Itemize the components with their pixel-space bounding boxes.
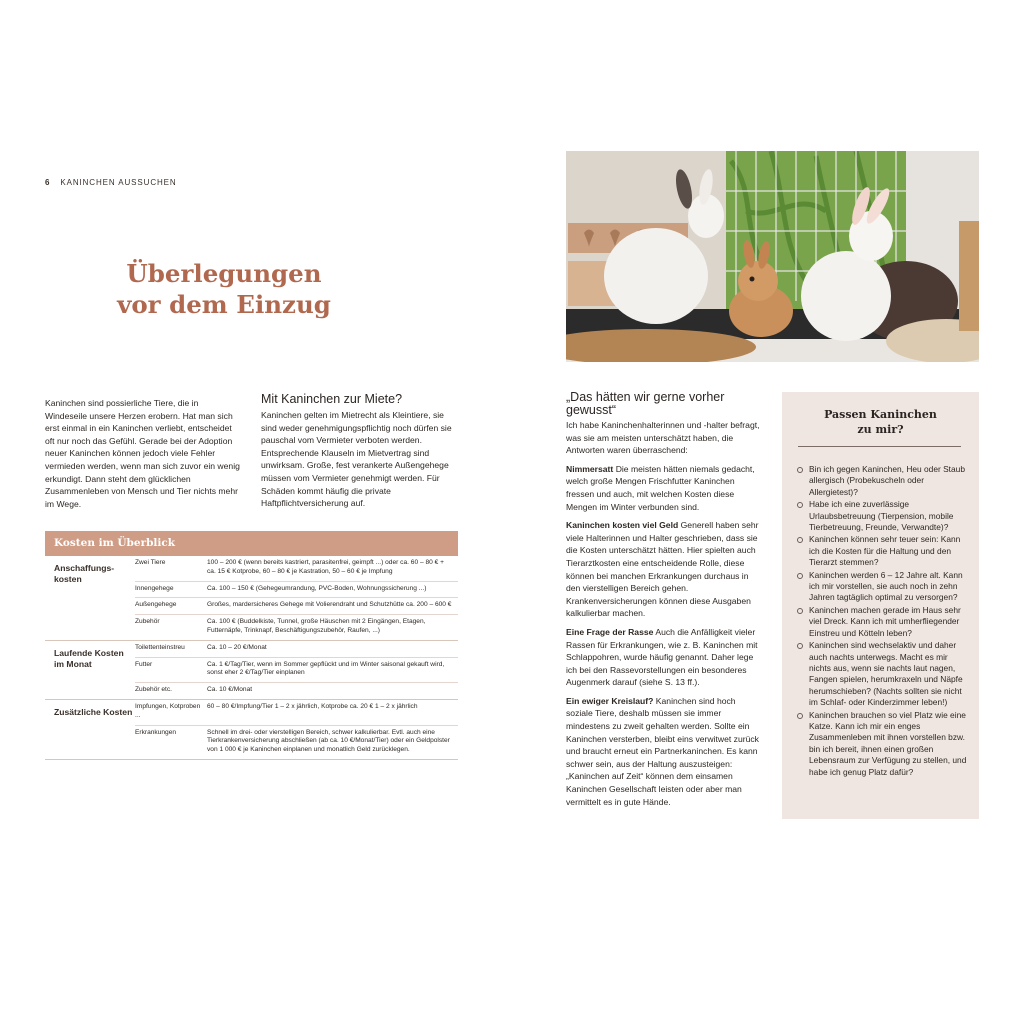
cost-value: Ca. 10 – 20 €/Monat — [207, 643, 267, 651]
experience-item-text: Kaninchen sind hoch soziale Tiere, deshalb müssen sie immer mindestens zu zweit gehalten werden. Sollte ein Kaninchen versterben, bleibt eins verwitwet zurück und braucht erneut ein Partnerkaninchen. Es kann schwer sein, aus der Haltung auszusteigen: „Kaninchen auf Zeit“ können dem einsamen Kaninchen Gesellschaft leisten oder aber man vermittelt es in gute Hände. — [566, 695, 759, 807]
checklist-item: Kaninchen sind wechselaktiv und daher auch nachts unterwegs. Macht es mir nichts aus, wenn sie nachts laut nagen, Fangen spielen, herumkraxeln und Näpfe herumschieben? (Nachts sollten sie nicht im Schlaf- oder Kinderzimmer leben!) — [797, 640, 967, 708]
experience-item — [566, 626, 764, 689]
table-row — [135, 700, 458, 725]
experience-item-text: Generell haben sehr viele Halterinnen und Halter geschrieben, dass sie die Kosten unterschätzt hätten. Hier spielten auch Tierarztkosten eine entscheidende Rolle, diese können bei manchen Erkrankungen durchaus in den vierstelligen Bereich gehen. Krankenversicherungen können diese Ausgaben kalkulierbar machen. — [566, 520, 759, 619]
table-row — [135, 581, 458, 598]
cost-item: Toilettenteinstreu — [135, 643, 185, 651]
miete-heading: Mit Kaninchen zur Miete? — [261, 392, 403, 406]
table-row — [135, 682, 458, 699]
cost-value: Ca. 1 €/Tag/Tier, wenn im Sommer gepflückt und im Winter saisonal gekauft wird, sonst eher 2 €/Tag/Tier einplanen — [207, 660, 445, 677]
cost-table-heading: Kosten im Überblick — [45, 531, 458, 556]
experience-item — [566, 695, 764, 808]
experience-item-lead: Nimmersatt — [566, 463, 614, 474]
checklist-divider — [798, 446, 961, 447]
intro-paragraph: Kaninchen sind possierliche Tiere, die in Windeseile unsere Herzen erobern. Hat man sich erst einmal in ein Kaninchen verliebt, entscheidet oft nur noch das Gefühl. Gerade bei der Adoption neuer Kaninchen können jedoch viele Fehler vermieden werden, wenn man sich zuvor ein wenig erkundigt. Dann steht dem glücklichen Zusammenleben von Mensch und Tier nichts mehr im Wege. — [45, 398, 240, 509]
experience-item-text: Auch die Anfälligkeit vieler Rassen für Erkrankungen, wie z. B. Kaninchen mit Schlappohren, wurde häufig genannt. Daher lege ich bei den Rassevorstellungen ein besonderes Augenmerk darauf (siehe S. 13 ff.). — [566, 626, 758, 688]
checklist-box — [782, 392, 979, 819]
cost-item: Erkrankungen — [135, 728, 177, 736]
cost-item: Futter — [135, 660, 153, 668]
cost-value: Großes, mardersicheres Gehege mit Volierendraht und Schutzhütte ca. 200 – 600 € — [207, 601, 452, 609]
title-line-2: vor dem Einzug — [117, 290, 331, 319]
experience-item — [566, 463, 764, 513]
checklist-item: Kaninchen können sehr teuer sein: Kann ich die Kosten für die Haltung und den Tierarzt stemmen? — [797, 534, 967, 568]
title-line-1: Überlegungen — [126, 259, 322, 288]
checklist-title-line-1: Passen Kaninchen — [824, 408, 937, 421]
experience-item-lead: Eine Frage der Rasse — [566, 626, 654, 637]
cost-group-name: Anschaffungs-kosten — [54, 563, 115, 584]
cost-item: Zwei Tiere — [135, 559, 166, 566]
table-row — [135, 614, 458, 640]
table-row — [135, 725, 458, 759]
experience-item-text: Die meisten hätten niemals gedacht, welch große Mengen Frischfutter Kaninchen fressen und auch, mit welchen Kosten diese Mengen im Winter verbunden sind. — [566, 463, 755, 512]
cost-item: Außengehege — [135, 601, 177, 609]
experience-section — [566, 391, 764, 814]
cost-value: Schnell im drei- oder vierstelligen Bereich, schwer kalkulierbar. Evtl. auch eine Tierkrankenversicherung abschließen (ab ca. 10 €/Monat/Tier) oder ein Geldpolster von 1 000 € je Kaninchen einplanen und monatlich Geld zurücklegen. — [207, 728, 450, 754]
experience-item-lead: Kaninchen kosten viel Geld — [566, 520, 679, 531]
checklist — [797, 464, 967, 779]
miete-text: Kaninchen gelten im Mietrecht als Kleintiere, sie sind weder genehmigungspflichtig noch dürfen sie pauschal vom Vermieter verboten werden. Entsprechende Klauseln im Mietvertrag sind unwirksam. Große, fest verankerte Außengehege müssen vom Vermieter genehmigt werden. Für Schäden kommt häufig die private Haftpflichtversicherung auf. — [261, 410, 452, 509]
rabbits-photo — [566, 151, 979, 362]
cost-table — [45, 531, 458, 760]
rabbits-photo-illustration — [566, 151, 979, 362]
page-title — [45, 258, 403, 320]
cost-value: Ca. 100 – 150 € (Gehegeumrandung, PVC-Boden, Wohnungssicherung ...) — [207, 584, 427, 592]
cost-value: 60 – 80 €/Impfung/Tier 1 – 2 x jährlich, Kotprobe ca. 20 € 1 – 2 x jährlich — [207, 702, 418, 710]
cost-group — [45, 556, 458, 641]
cost-value: 100 – 200 € (wenn bereits kastriert, parasitenfrei, geimpft ...) oder ca. 60 – 80 € + ca. 15 € Kotprobe, 60 – 80 € je Kastration, 50 – 60 € je Impfung — [207, 559, 444, 575]
table-row — [135, 657, 458, 683]
table-row — [135, 641, 458, 657]
checklist-item: Kaninchen machen gerade im Haus sehr viel Dreck. Kann ich mit umherfliegender Einstreu und Kötteln leben? — [797, 605, 967, 639]
checklist-item: Habe ich eine zuverlässige Urlaubsbetreuung (Tierpension, mobile Tierbetreuung, Freunde, Verwandte)? — [797, 499, 967, 533]
section-title: KANINCHEN AUSSUCHEN — [60, 178, 177, 187]
experience-heading: „Das hätten wir gerne vorher gewusst“ — [566, 390, 725, 417]
running-head — [45, 178, 177, 187]
table-row — [135, 597, 458, 614]
experience-intro: Ich habe Kaninchenhalterinnen und -halter befragt, was sie am meisten unterschätzt haben, die Antworten waren überraschend: — [566, 420, 760, 456]
cost-group-name: Zusätzliche Kosten — [54, 706, 133, 717]
checklist-title-line-2: zu mir? — [857, 422, 904, 436]
cost-group — [45, 700, 458, 760]
miete-section — [261, 392, 458, 510]
cost-value: Ca. 10 €/Monat — [207, 686, 253, 694]
checklist-item: Kaninchen werden 6 – 12 Jahre alt. Kann ich mir vorstellen, sie auch noch in zehn Jahren tagtäglich optimal zu versorgen? — [797, 570, 967, 604]
table-row — [135, 556, 458, 581]
cost-item: Innengehege — [135, 584, 174, 592]
cost-group-name: Laufende Kosten im Monat — [54, 647, 124, 669]
experience-item-lead: Ein ewiger Kreislauf? — [566, 695, 654, 706]
cost-item: Zubehör — [135, 618, 160, 626]
checklist-item: Bin ich gegen Kaninchen, Heu oder Staub allergisch (Probekuscheln oder Allergietest)? — [797, 464, 967, 498]
cost-value: Ca. 100 € (Buddelkiste, Tunnel, große Häuschen mit 2 Eingängen, Etagen, Futternäpfe, Trinknapf, Beschäftigungszubehör, Raufen, ...) — [207, 618, 426, 634]
cost-group — [45, 641, 458, 700]
page-number: 6 — [45, 178, 51, 187]
cost-item: Zubehör etc. — [135, 686, 173, 694]
checklist-title — [782, 408, 979, 437]
cost-item: Impfungen, Kotproben ... — [135, 702, 201, 719]
checklist-item: Kaninchen brauchen so viel Platz wie eine Katze. Kann ich mir ein enges Zusammenleben mit ihnen vorstellen bzw. bin ich bereit, ihnen einen großen Lebensraum zur Verfügung zu stellen, und habe ich genug Platz dafür? — [797, 710, 967, 778]
experience-item — [566, 519, 764, 620]
